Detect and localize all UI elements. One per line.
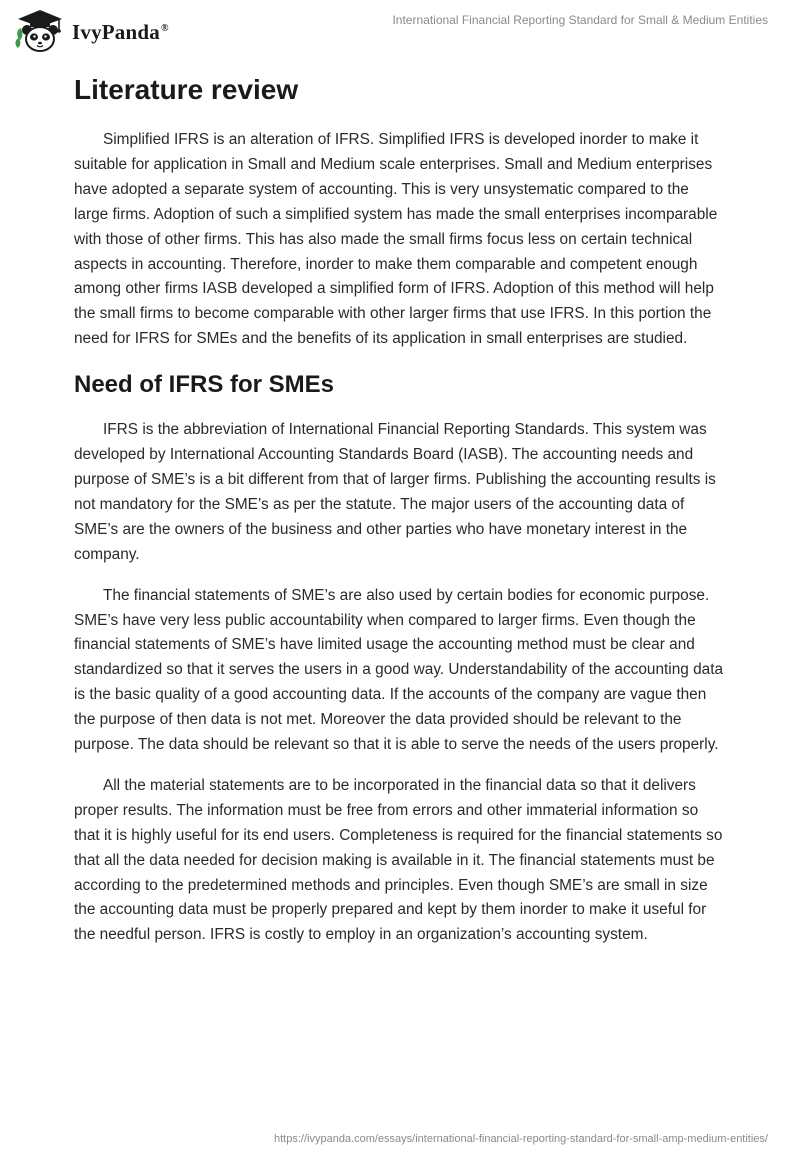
brand-name: IvyPanda®: [72, 19, 169, 44]
page-header: [0, 0, 800, 60]
document-title: International Financial Reporting Standard for Small & Medium Entities: [392, 13, 768, 27]
registered-mark: ®: [160, 22, 169, 34]
paragraph: The financial statements of SME’s are also used by certain bodies for economic purpose. SME’s have very less public accountability when compared to larger firms. Even though the financial statements of SME’s have limited usage the accounting method must be clear and standardized so that it serves the users in a good way. Understandability of the accounting data is the basic quality of a good accounting data. If the accounts of the company are vague then the purpose of then data is not met. Moreover the data provided should be relevant to the purpose. The data should be relevant so that it is able to serve the needs of the users properly.: [74, 586, 724, 754]
ivypanda-logo[interactable]: [14, 8, 169, 54]
paragraph: All the material statements are to be incorporated in the financial data so that it delivers proper results. The information must be free from errors and other immaterial information so that it is highly useful for its end users. Completeness is required for the financial statements so that all the data needed for decision making is available in it. The financial statements must be according to the predetermined methods and principles. Even though SME’s are small in size the accounting data must be properly prepared and kept by them inorder to make it useful for the needful person. IFRS is costly to employ in an organization’s accounting system.: [74, 776, 723, 944]
article-body: [74, 70, 726, 964]
section-heading-literature-review: Literature review: [74, 74, 299, 105]
paragraph: Simplified IFRS is an alteration of IFRS. Simplified IFRS is developed inorder to make it suitable for application in Small and Medium scale enterprises. Small and Medium enterprises have adopted a separate system of accounting. This is very unsystematic compared to the large firms. Adoption of such a simplified system has made the small enterprises incomparable with those of other firms. This has also made the small firms focus less on certain technical aspects in accounting. Therefore, inorder to make them comparable and competent enough among other firms IASB developed a simplified form of IFRS. Adoption of this method will help the small firms to become comparable with other larger firms that use IFRS. In this portion the need for IFRS for SMEs and the benefits of its application in small enterprises are studied.: [74, 131, 718, 348]
paragraph: IFRS is the abbreviation of International Financial Reporting Standards. This system was developed by International Accounting Standards Board (IASB). The accounting needs and purpose of SME’s is a bit different from that of larger firms. Publishing the accounting results is not mandatory for the SME’s as per the statute. The major users of the accounting data of SME’s are the owners of the business and other parties who have monetary interest in the company.: [74, 421, 716, 563]
section-heading-need-of-ifrs: Need of IFRS for SMEs: [74, 371, 335, 399]
source-url[interactable]: https://ivypanda.com/essays/international-financial-reporting-standard-for-small-amp-medium-entities/: [274, 1133, 768, 1145]
panda-graduate-icon: [14, 8, 66, 54]
